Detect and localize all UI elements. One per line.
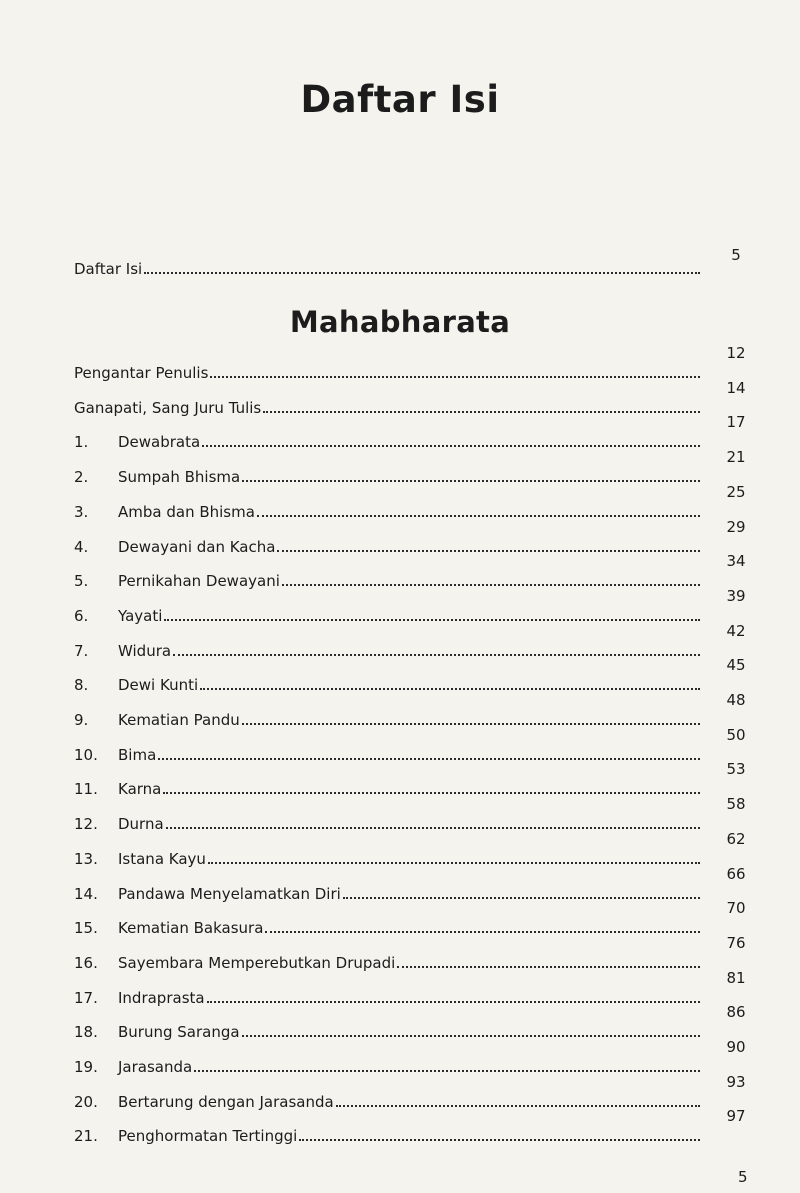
toc-entry <box>74 768 702 798</box>
toc-page-number: 93 <box>726 1073 746 1091</box>
toc-entry-label: Ganapati, Sang Juru Tulis <box>74 399 262 417</box>
toc-page-number: 66 <box>726 865 746 883</box>
toc-entry-number: 17. <box>74 989 98 1007</box>
toc-front-entry <box>74 248 702 278</box>
toc-page-number: 53 <box>726 760 746 778</box>
dot-leader <box>397 966 700 968</box>
toc-entry <box>74 352 702 382</box>
toc-entry-number: 15. <box>74 919 98 937</box>
dot-leader <box>242 723 700 725</box>
dot-leader <box>242 480 700 482</box>
toc-entry <box>74 907 702 937</box>
toc-entry-label: Daftar Isi <box>74 260 143 278</box>
toc-entry-number: 20. <box>74 1093 98 1111</box>
toc-entry <box>74 630 702 660</box>
toc-entry <box>74 1011 702 1041</box>
toc-entry-label: Kematian Bakasura <box>118 919 264 937</box>
toc-entry <box>74 803 702 833</box>
dot-leader <box>158 758 700 760</box>
toc-entry-label: Istana Kayu <box>118 850 206 868</box>
toc-page-number: 39 <box>726 587 746 605</box>
toc-page-number: 34 <box>726 552 746 570</box>
toc-page-number: 76 <box>726 934 746 952</box>
dot-leader <box>277 550 700 552</box>
toc-entry <box>74 421 702 451</box>
toc-entry-number: 9. <box>74 711 89 729</box>
toc-entry <box>74 734 702 764</box>
dot-leader <box>144 272 700 274</box>
toc-entry <box>74 1081 702 1111</box>
toc-entry <box>74 1115 702 1145</box>
toc-entry-label: Indraprasta <box>118 989 205 1007</box>
toc-entry-label: Sumpah Bhisma <box>118 468 241 486</box>
toc-entry-number: 1. <box>74 433 89 451</box>
dot-leader <box>299 1139 700 1141</box>
toc-entry <box>74 456 702 486</box>
toc-entry-label: Sayembara Memperebutkan Drupadi <box>118 954 396 972</box>
toc-entry <box>74 387 702 417</box>
toc-entry-label: Bertarung dengan Jarasanda <box>118 1093 334 1111</box>
toc-entry <box>74 977 702 1007</box>
dot-leader <box>336 1105 700 1107</box>
toc-page-number: 97 <box>726 1107 746 1125</box>
toc-entry-number: 18. <box>74 1023 98 1041</box>
toc-entry <box>74 526 702 556</box>
dot-leader <box>200 688 700 690</box>
toc-entry-label: Burung Saranga <box>118 1023 240 1041</box>
toc-entry-label: Karna <box>118 780 162 798</box>
dot-leader <box>265 931 700 933</box>
dot-leader <box>173 654 700 656</box>
toc-entry-number: 19. <box>74 1058 98 1076</box>
toc-entry-number: 7. <box>74 642 89 660</box>
toc-page-number: 45 <box>726 656 746 674</box>
dot-leader <box>164 619 700 621</box>
toc-page-number: 14 <box>726 379 746 397</box>
toc-entry-number: 10. <box>74 746 98 764</box>
toc-page-number: 62 <box>726 830 746 848</box>
page-folio: 5 <box>738 1168 748 1186</box>
toc-entry-label: Pengantar Penulis <box>74 364 209 382</box>
toc-entry <box>74 838 702 868</box>
dot-leader <box>263 411 700 413</box>
toc-entry <box>74 1046 702 1076</box>
dot-leader <box>163 792 700 794</box>
toc-entry-label: Pernikahan Dewayani <box>118 572 280 590</box>
toc-entry <box>74 491 702 521</box>
toc-entry <box>74 664 702 694</box>
toc-entry <box>74 942 702 972</box>
toc-entry-number: 12. <box>74 815 98 833</box>
toc-page-number: 25 <box>726 483 746 501</box>
dot-leader <box>202 445 700 447</box>
toc-entry <box>74 873 702 903</box>
toc-entry-label: Yayati <box>118 607 163 625</box>
toc-entry-label: Jarasanda <box>118 1058 193 1076</box>
toc-entry-number: 14. <box>74 885 98 903</box>
toc-entry-label: Durna <box>118 815 164 833</box>
dot-leader <box>208 862 700 864</box>
toc-entry <box>74 560 702 590</box>
section-title: Mahabharata <box>289 305 511 339</box>
toc-page-number: 50 <box>726 726 746 744</box>
toc-page-number: 86 <box>726 1003 746 1021</box>
toc-page-number: 81 <box>726 969 746 987</box>
toc-page-number: 42 <box>726 622 746 640</box>
dot-leader <box>166 827 700 829</box>
dot-leader <box>343 897 700 899</box>
toc-page-number: 21 <box>726 448 746 466</box>
toc-entry-label: Amba dan Bhisma <box>118 503 255 521</box>
toc-entry-label: Dewayani dan Kacha <box>118 538 276 556</box>
toc-entry-label: Dewi Kunti <box>118 676 199 694</box>
toc-entry-number: 2. <box>74 468 89 486</box>
toc-entry-label: Dewabrata <box>118 433 201 451</box>
toc-page-number: 48 <box>726 691 746 709</box>
toc-entry-number: 3. <box>74 503 89 521</box>
dot-leader <box>282 584 700 586</box>
toc-entry-label: Pandawa Menyelamatkan Diri <box>118 885 341 903</box>
toc-page-number: 5 <box>731 246 741 264</box>
toc-page-number: 17 <box>726 413 746 431</box>
toc-entry-label: Widura <box>118 642 172 660</box>
dot-leader <box>242 1035 700 1037</box>
dot-leader <box>207 1001 700 1003</box>
page-title: Daftar Isi <box>300 78 500 121</box>
toc-entry-number: 6. <box>74 607 89 625</box>
toc-page-number: 70 <box>726 899 746 917</box>
toc-entry-number: 21. <box>74 1127 98 1145</box>
toc-page-number: 90 <box>726 1038 746 1056</box>
toc-entry-label: Bima <box>118 746 157 764</box>
toc-entry-number: 8. <box>74 676 89 694</box>
toc-entry-number: 13. <box>74 850 98 868</box>
dot-leader <box>210 376 700 378</box>
toc-entry-label: Kematian Pandu <box>118 711 240 729</box>
toc-page-number: 29 <box>726 518 746 536</box>
toc-entry-number: 4. <box>74 538 89 556</box>
dot-leader <box>257 515 700 517</box>
toc-entry <box>74 699 702 729</box>
toc-page-number: 58 <box>726 795 746 813</box>
toc-entry-number: 11. <box>74 780 98 798</box>
toc-entry-number: 16. <box>74 954 98 972</box>
toc-entry-label: Penghormatan Tertinggi <box>118 1127 298 1145</box>
toc-page-number: 12 <box>726 344 746 362</box>
toc-entry <box>74 595 702 625</box>
dot-leader <box>194 1070 700 1072</box>
toc-entry-number: 5. <box>74 572 89 590</box>
